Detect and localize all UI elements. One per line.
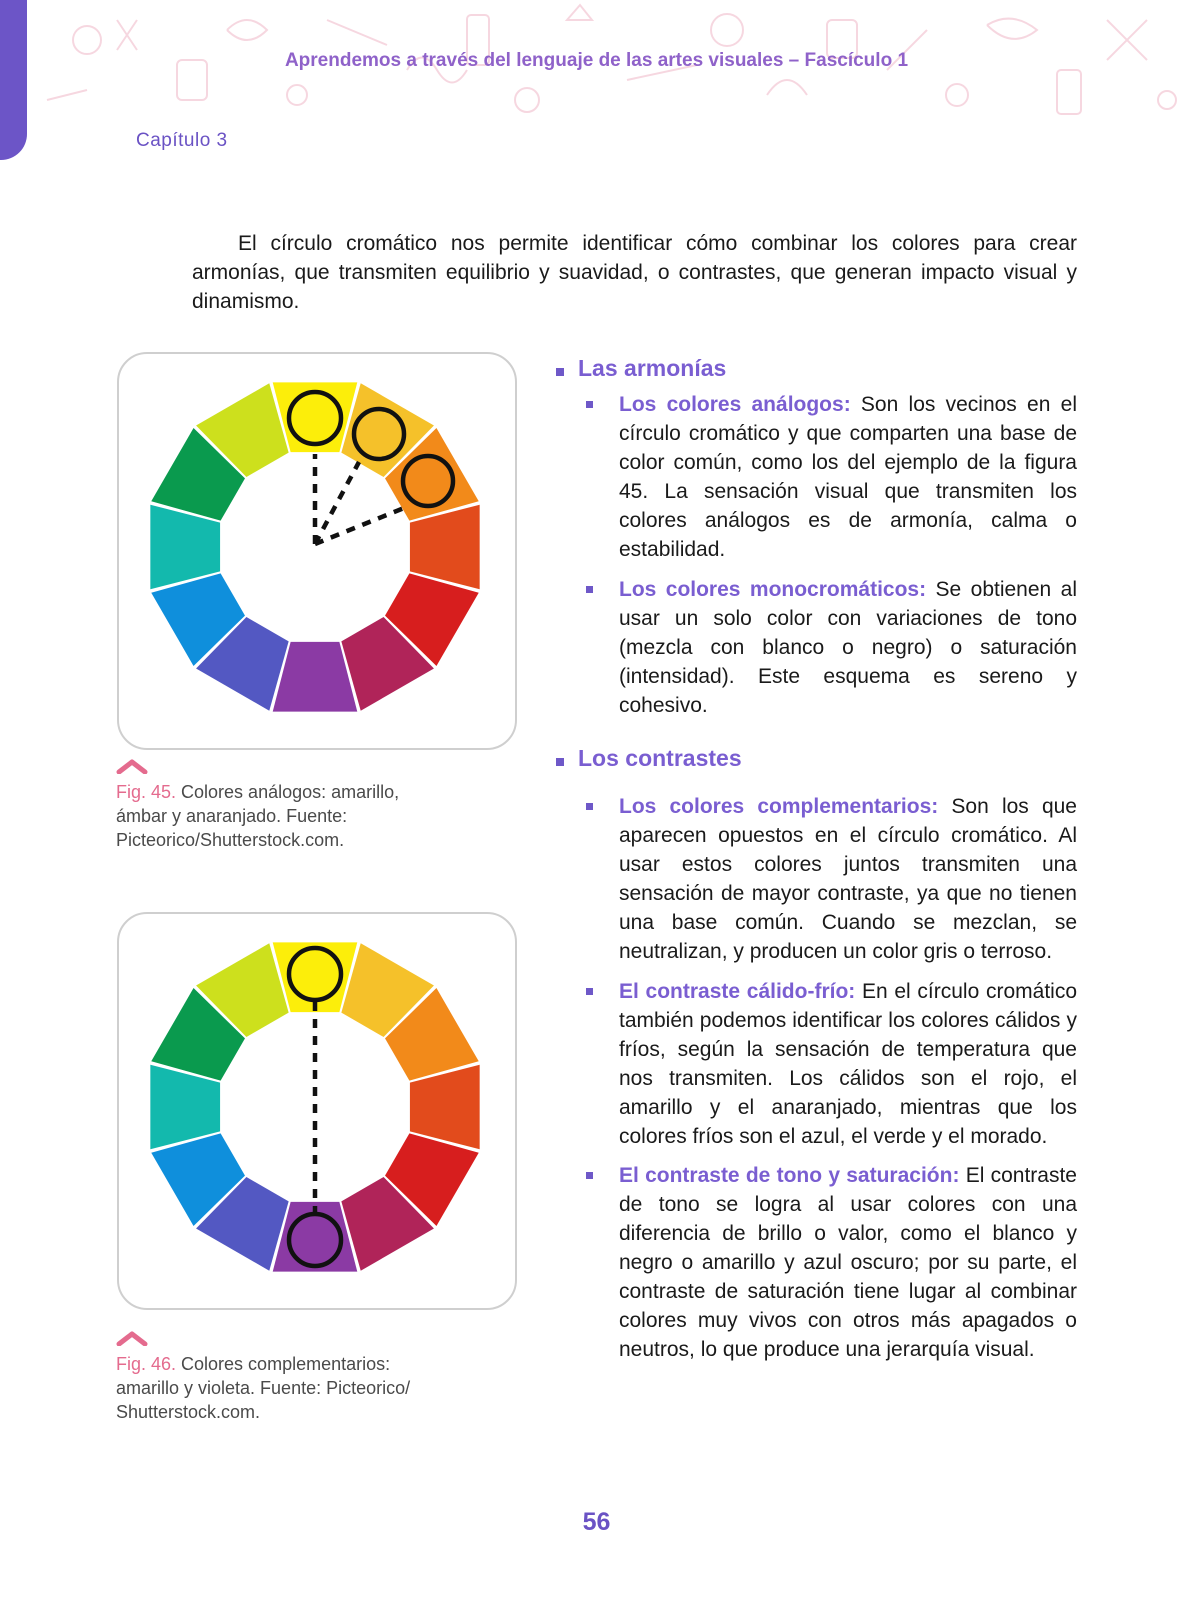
chapter-label: Capítulo 3 — [136, 130, 228, 151]
section-bullet — [556, 758, 564, 766]
item-text: El contraste de tono se logra al usar colores con una diferencia de brillo o valor, como el blanco y negro o amarillo y azul oscuro; por su parte, el contraste de saturación tiene lugar al combinar colores muy vivos con otros más apagados o neutros, lo que produce una jerarquía visual. — [619, 1164, 1077, 1361]
section-title-armonias: Las armonías — [578, 355, 727, 381]
item-bullet — [586, 988, 593, 995]
term-label: El contraste cálido-frío: — [619, 980, 856, 1003]
figure-45-caption — [116, 780, 446, 852]
item-text: Son los vecinos en el círculo cromático y que comparten una base de color común, como los del ejemplo de la figura 45. La sensación visual que transmiten los colores análogos es de armonía, calma o estabilidad. — [619, 393, 1077, 561]
figure-46-card — [117, 912, 517, 1310]
figure-46-caption-text: Colores complementarios: amarillo y violeta. Fuente: Picteorico/ Shutterstock.com. — [116, 1354, 411, 1422]
page-number: 56 — [582, 1508, 611, 1536]
term-label: Los colores monocromáticos: — [619, 578, 927, 601]
item-text: Son los que aparecen opuestos en el círculo cromático. Al usar estos colores juntos transmiten una sensación de mayor contraste, ya que no tienen una base común. Cuando se mezclan, se neutralizan, y producen un color gris o terroso. — [619, 795, 1077, 963]
section-title-contrastes: Los contrastes — [578, 745, 742, 771]
color-wheel-analogous — [119, 354, 519, 752]
item-text: En el círculo cromático también podemos identificar los colores cálidos y fríos, según la sensación de temperatura que nos transmiten. Los cálidos son el rojo, el amarillo y el anaranjado, mientras que los colores fríos son el azul, el verde y el morado. — [619, 980, 1077, 1148]
running-title: Aprendemos a través del lenguaje de las artes visuales – Fascículo 1 — [284, 50, 909, 71]
section-bullet — [556, 368, 564, 376]
figure-45-card — [117, 352, 517, 750]
item-bullet — [586, 401, 593, 408]
chevron-up-icon — [116, 758, 148, 774]
term-label: Los colores análogos: — [619, 393, 851, 416]
figure-45-number: Fig. 45. — [116, 782, 177, 802]
item-bullet — [586, 803, 593, 810]
term-label: Los colores complementarios: — [619, 795, 939, 818]
figure-46-caption — [116, 1352, 446, 1424]
item-bullet — [586, 1172, 593, 1179]
color-wheel-complementary — [119, 914, 519, 1312]
figure-46-number: Fig. 46. — [116, 1354, 177, 1374]
intro-paragraph: El círculo cromático nos permite identificar cómo combinar los colores para crear armonías, que transmiten equilibrio y suavidad, o contrastes, que generan impacto visual y dinamismo. — [192, 232, 1077, 313]
item-contraste-calido-frio — [619, 977, 1077, 1151]
item-colores-analogos — [619, 390, 1077, 564]
analogous-connector-lines — [315, 454, 409, 544]
term-label: El contraste de tono y saturación: — [619, 1164, 960, 1187]
chevron-up-icon — [116, 1330, 148, 1346]
item-contraste-tono-saturacion — [619, 1161, 1077, 1364]
figure-45-caption-text: Colores análogos: amarillo, ámbar y anaranjado. Fuente: Picteorico/Shutterstock.com. — [116, 782, 400, 850]
item-text: Se obtienen al usar un solo color con variaciones de tono (mezcla con blanco o negro) o saturación (intensidad). Este esquema es sereno y cohesivo. — [619, 578, 1077, 717]
item-bullet — [586, 586, 593, 593]
side-tab-marker — [0, 0, 27, 160]
item-colores-monocromaticos — [619, 575, 1077, 720]
item-colores-complementarios — [619, 792, 1077, 966]
